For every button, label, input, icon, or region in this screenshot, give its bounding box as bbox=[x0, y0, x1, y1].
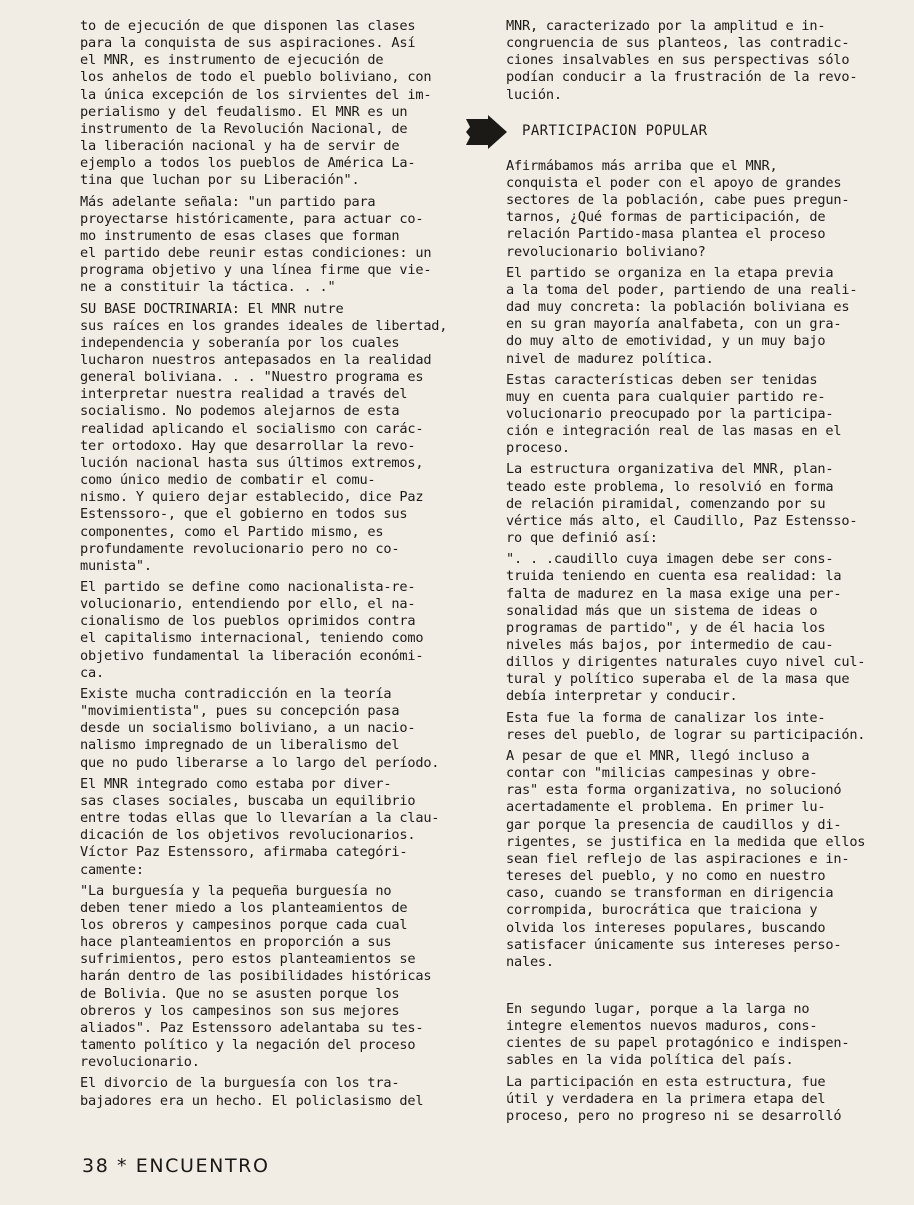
text-line: deben tener miedo a los planteamientos de bbox=[80, 899, 408, 916]
text-line: general boliviana. . . "Nuestro programa es bbox=[80, 369, 424, 386]
text-line: olvida los intereses populares, buscando bbox=[506, 919, 826, 936]
text-line: ne a constituir la táctica. . ." bbox=[80, 279, 336, 296]
left-column bbox=[80, 18, 448, 1114]
text-line: conquista el poder con el apoyo de grandes bbox=[506, 174, 842, 191]
text-line: realidad aplicando el socialismo con carác- bbox=[80, 420, 424, 437]
text-line: lucharon nuestros antepasados en la realidad bbox=[80, 351, 432, 368]
text-line: rigentes, se justifica en la medida que ellos bbox=[506, 833, 866, 850]
text-line: programas de partido", y de él hacia los bbox=[506, 619, 826, 636]
text-line: muy en cuenta para cualquier partido re- bbox=[506, 388, 826, 405]
text-line: el capitalismo internacional, teniendo como bbox=[80, 630, 424, 647]
text-line: desde un socialismo boliviano, a un nacio- bbox=[80, 720, 416, 737]
text-line: contar con "milicias campesinas y obre- bbox=[506, 765, 818, 782]
text-line: ". . .caudillo cuya imagen debe ser cons- bbox=[506, 551, 834, 568]
paragraph bbox=[506, 18, 870, 104]
text-line: MNR, caracterizado por la amplitud e in- bbox=[506, 18, 826, 34]
text-line: los anhelos de todo el pueblo boliviano, con bbox=[80, 69, 432, 86]
text-line: nalismo impregnado de un liberalismo del bbox=[80, 737, 400, 754]
text-line: nismo. Y quiero dejar establecido, dice Paz bbox=[80, 489, 424, 506]
text-line: La participación en esta estructura, fue bbox=[506, 1073, 826, 1090]
text-line: socialismo. No podemos alejarnos de esta bbox=[80, 403, 400, 420]
text-line: revolucionario boliviano? bbox=[506, 243, 706, 260]
text-line: Víctor Paz Estenssoro, afirmaba categóri- bbox=[80, 844, 408, 861]
text-line: Esta fue la forma de canalizar los inte- bbox=[506, 709, 826, 726]
text-line: nivel de madurez política. bbox=[506, 350, 714, 367]
text-line: tamento político y la negación del proceso bbox=[80, 1037, 416, 1054]
text-line: cientes de su papel protagónico e indispen- bbox=[506, 1035, 850, 1052]
paragraph bbox=[506, 551, 870, 705]
text-line: ro que definió así: bbox=[506, 530, 658, 547]
text-line: profundamente revolucionario pero no co- bbox=[80, 540, 400, 557]
text-line: Existe mucha contradicción en la teoría bbox=[80, 685, 392, 702]
text-line: cionalismo de los pueblos oprimidos contra bbox=[80, 613, 416, 630]
text-line: do muy alto de emotividad, y un muy bajo bbox=[506, 333, 826, 350]
paragraph bbox=[80, 300, 448, 576]
text-line: tina que luchan por su Liberación". bbox=[80, 172, 360, 189]
text-line: "movimientista", pues su concepción pasa bbox=[80, 703, 400, 720]
text-line: lución. bbox=[506, 86, 562, 103]
text-line: ca. bbox=[80, 664, 104, 681]
text-line: El partido se define como nacionalista-re- bbox=[80, 579, 416, 595]
text-line: Estenssoro-, que el gobierno en todos sus bbox=[80, 506, 408, 523]
paragraph bbox=[80, 194, 444, 297]
paragraph bbox=[80, 1075, 444, 1109]
paragraph bbox=[80, 18, 444, 190]
text-line: útil y verdadera en la primera etapa del bbox=[506, 1090, 826, 1107]
text-line: relación Partido-masa plantea el proceso bbox=[506, 226, 826, 243]
text-line: ciones insalvables en sus perspectivas sólo bbox=[506, 52, 850, 69]
paragraph bbox=[80, 883, 444, 1072]
page-footer: 38 * ENCUENTRO bbox=[82, 1155, 270, 1177]
text-line: debía interpretar y conducir. bbox=[506, 688, 738, 705]
text-line: congruencia de sus planteos, las contradic- bbox=[506, 35, 850, 52]
text-line: reses del pueblo, de lograr su participación. bbox=[506, 726, 866, 743]
text-line: ejemplo a todos los pueblos de América La- bbox=[80, 155, 416, 172]
text-line: interpretar nuestra realidad a través del bbox=[80, 386, 408, 403]
text-line: caso, cuando se transforman en dirigencia bbox=[506, 885, 834, 902]
text-line: Estas características deben ser tenidas bbox=[506, 371, 818, 388]
text-line: la liberación nacional y ha de servir de bbox=[80, 138, 400, 155]
paragraph bbox=[506, 158, 870, 261]
text-line: camente: bbox=[80, 861, 144, 878]
text-line: sectores de la población, cabe pues pregun- bbox=[506, 192, 850, 209]
right-column-top bbox=[506, 18, 870, 104]
text-line: mo instrumento de esas clases que forman bbox=[80, 227, 400, 244]
text-line: objetivo fundamental la liberación económi- bbox=[80, 647, 424, 664]
text-line: sas clases sociales, buscaba un equilibrio bbox=[80, 792, 416, 809]
text-line: volucionario, entendiendo por ello, el na- bbox=[80, 596, 416, 613]
text-line: falta de madurez en la masa exige una per- bbox=[506, 585, 842, 602]
text-line: de Bolivia. Que no se asusten porque los bbox=[80, 985, 400, 1002]
text-line: bajadores era un hecho. El policlasismo del bbox=[80, 1092, 424, 1109]
text-line: obreros y los campesinos son sus mejores bbox=[80, 1002, 400, 1019]
text-line: sufrimientos, pero estos planteamientos se bbox=[80, 951, 416, 968]
text-line: que no pudo liberarse a lo largo del período. bbox=[80, 754, 440, 771]
text-line: en su gran mayoría analfabeta, con un gra- bbox=[506, 316, 842, 333]
text-line: proceso, pero no progreso ni se desarrolló bbox=[506, 1107, 842, 1124]
text-line: el partido debe reunir estas condiciones: un bbox=[80, 245, 432, 262]
text-line: A pesar de que el MNR, llegó incluso a bbox=[506, 747, 810, 764]
text-line: programa objetivo y una línea firme que vie- bbox=[80, 262, 432, 279]
text-line: dillos y dirigentes naturales cuyo nivel cul- bbox=[506, 654, 866, 671]
text-line: proceso. bbox=[506, 440, 570, 457]
text-line: el MNR, es instrumento de ejecución de bbox=[80, 52, 384, 69]
text-line: "La burguesía y la pequeña burguesía no bbox=[80, 882, 392, 899]
text-line: munista". bbox=[80, 557, 152, 574]
right-column bbox=[506, 18, 870, 1129]
section-heading bbox=[464, 114, 870, 150]
section-title: PARTICIPACION POPULAR bbox=[522, 123, 708, 140]
paragraph bbox=[506, 1074, 870, 1125]
text-line: dad muy concreta: la población boliviana es bbox=[506, 299, 850, 316]
text-line: para la conquista de sus aspiraciones. Así bbox=[80, 35, 416, 52]
text-line: dicación de los objetivos revolucionarios. bbox=[80, 827, 416, 844]
text-line: los obreros y campesinos porque cada cual bbox=[80, 916, 408, 933]
text-line: integre elementos nuevos maduros, cons- bbox=[506, 1018, 818, 1035]
text-line: proyectarse históricamente, para actuar co- bbox=[80, 210, 424, 227]
text-line: perialismo y del feudalismo. El MNR es un bbox=[80, 103, 408, 120]
paragraph bbox=[80, 579, 444, 682]
text-line: instrumento de la Revolución Nacional, de bbox=[80, 120, 408, 137]
paragraph bbox=[506, 748, 870, 971]
text-line: satisfacer únicamente sus intereses perso- bbox=[506, 936, 842, 953]
text-line: tereses del pueblo, y no como en nuestro bbox=[506, 868, 826, 885]
text-line: la única excepción de los sirvientes del im- bbox=[80, 86, 432, 103]
text-line: podían conducir a la frustración de la revo- bbox=[506, 69, 858, 86]
text-line: sus raíces en los grandes ideales de libertad, bbox=[80, 317, 448, 334]
text-line: lución nacional hasta sus últimos extremos, bbox=[80, 454, 424, 471]
text-line: Más adelante señala: "un partido para bbox=[80, 193, 376, 210]
text-line: El partido se organiza en la etapa previa bbox=[506, 264, 834, 281]
arrow-right-icon bbox=[464, 115, 508, 149]
text-line: corrompida, burocrática que traiciona y bbox=[506, 902, 818, 919]
text-line: niveles más bajos, por intermedio de cau- bbox=[506, 637, 834, 653]
text-line: to de ejecución de que disponen las clases bbox=[80, 18, 416, 34]
text-line: ras" esta forma organizativa, no solucionó bbox=[506, 782, 842, 799]
paragraph bbox=[506, 461, 870, 547]
right-column-body bbox=[506, 158, 870, 1125]
text-line: sean fiel reflejo de las aspiraciones e in- bbox=[506, 850, 850, 867]
paragraph bbox=[506, 265, 870, 368]
text-line: Afirmábamos más arriba que el MNR, bbox=[506, 157, 778, 174]
text-line: SU BASE DOCTRINARIA: El MNR nutre bbox=[80, 300, 344, 317]
text-line: tural y político superaba el de la masa que bbox=[506, 671, 850, 688]
paragraph-gap bbox=[506, 975, 870, 1001]
text-line: ción e integración real de las masas en el bbox=[506, 423, 842, 440]
text-line: aliados". Paz Estenssoro adelantaba su tes- bbox=[80, 1019, 424, 1036]
text-line: hace planteamientos en proporción a sus bbox=[80, 934, 392, 951]
text-line: independencia y soberanía por los cuales bbox=[80, 334, 400, 351]
text-line: teado este problema, lo resolvió en forma bbox=[506, 478, 834, 495]
text-line: vértice más alto, el Caudillo, Paz Estensso- bbox=[506, 512, 858, 529]
text-line: El MNR integrado como estaba por diver- bbox=[80, 775, 392, 792]
text-line: La estructura organizativa del MNR, plan- bbox=[506, 461, 834, 478]
text-line: tarnos, ¿Qué formas de participación, de bbox=[506, 209, 826, 226]
text-line: sonalidad más que un sistema de ideas o bbox=[506, 602, 818, 619]
paragraph bbox=[506, 372, 870, 458]
paragraph bbox=[80, 686, 444, 772]
text-line: ter ortodoxo. Hay que desarrollar la revo- bbox=[80, 437, 416, 454]
text-line: a la toma del poder, partiendo de una reali- bbox=[506, 281, 858, 298]
text-line: sables en la vida política del país. bbox=[506, 1052, 794, 1069]
text-line: revolucionario. bbox=[80, 1054, 200, 1071]
text-line: En segundo lugar, porque a la larga no bbox=[506, 1000, 810, 1017]
text-line: gar porque la presencia de caudillos y di- bbox=[506, 816, 842, 833]
text-line: de relación piramidal, comenzando por su bbox=[506, 495, 826, 512]
text-line: entre todas ellas que lo llevarían a la clau- bbox=[80, 810, 440, 827]
text-line: truida teniendo en cuenta esa realidad: la bbox=[506, 568, 842, 585]
text-line: acertadamente el problema. En primer lu- bbox=[506, 799, 826, 816]
text-line: como único medio de combatir el comu- bbox=[80, 472, 376, 489]
text-line: El divorcio de la burguesía con los tra- bbox=[80, 1075, 400, 1092]
text-line: componentes, como el Partido mismo, es bbox=[80, 523, 384, 540]
text-line: volucionario preocupado por la participa- bbox=[506, 405, 834, 422]
text-line: nales. bbox=[506, 953, 554, 970]
paragraph bbox=[506, 710, 870, 744]
paragraph bbox=[80, 776, 444, 879]
text-line: harán dentro de las posibilidades históricas bbox=[80, 968, 432, 985]
paragraph bbox=[506, 1001, 870, 1070]
